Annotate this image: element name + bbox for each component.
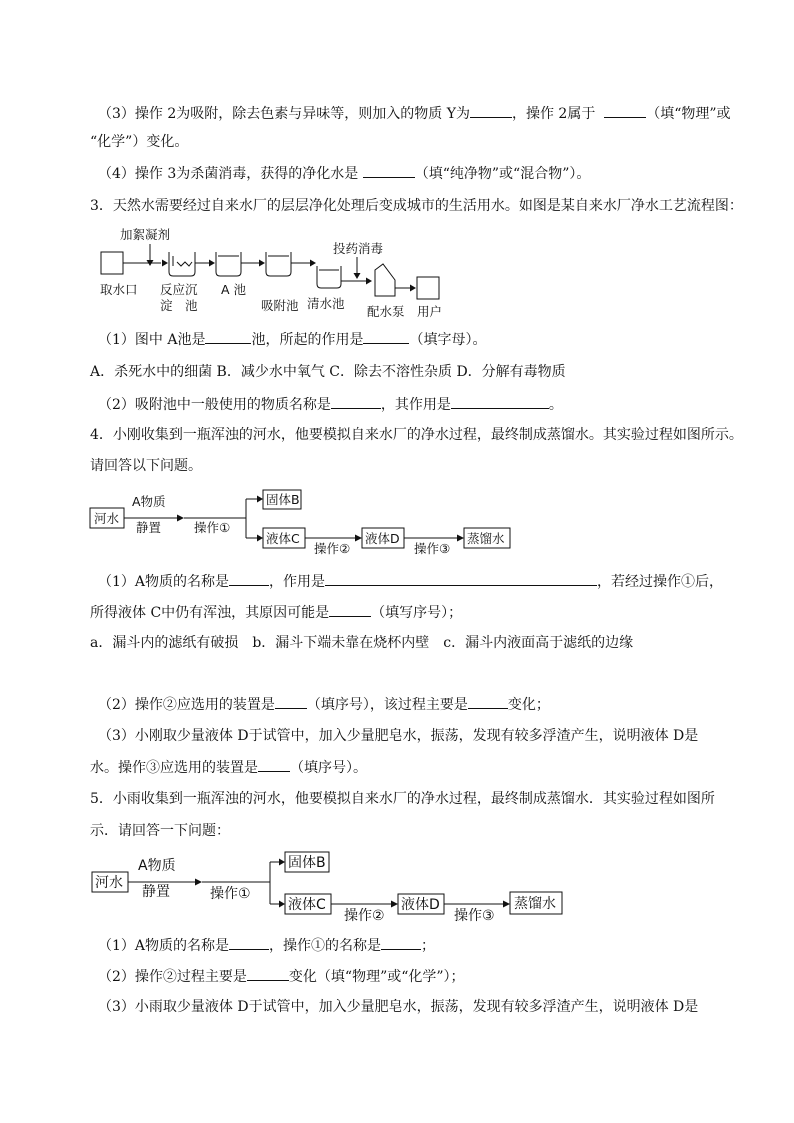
q5-purification-flowchart — [90, 848, 570, 930]
answer-blank[interactable] — [329, 602, 371, 617]
svg-text:操作①: 操作① — [210, 886, 251, 902]
answer-blank[interactable] — [229, 935, 269, 950]
svg-text:配水泵: 配水泵 — [367, 304, 405, 319]
q4-purification-flowchart — [88, 486, 518, 562]
user-box — [417, 277, 439, 299]
q5-part2: （2）操作②过程主要是 变化（填“物理”或“化学”）； — [98, 966, 465, 987]
svg-text:操作②: 操作② — [344, 908, 385, 924]
answer-blank[interactable] — [604, 103, 646, 118]
label-disinfect: 投药消毒 — [333, 241, 384, 256]
q4-part3-line2: 水。操作③应选用的装置是 （填序号）。 — [90, 757, 367, 778]
svg-text:固体B: 固体B — [288, 855, 326, 871]
svg-text:取水口: 取水口 — [100, 282, 138, 297]
svg-text:液体C: 液体C — [266, 531, 300, 546]
q2-part3-line2: “化学”）变化。 — [90, 134, 189, 150]
answer-blank[interactable] — [381, 935, 421, 950]
label-river: 河水 — [94, 511, 120, 526]
answer-blank[interactable] — [468, 694, 508, 709]
answer-blank[interactable] — [258, 757, 290, 772]
answer-blank[interactable] — [331, 394, 381, 409]
q3-part2: （2）吸附池中一般使用的物质名称是 ，其作用是 。 — [98, 394, 563, 415]
q3-water-plant-flowchart — [95, 222, 455, 326]
answer-blank[interactable] — [275, 694, 307, 709]
svg-text:蒸馏水: 蒸馏水 — [467, 531, 505, 546]
svg-text:操作①: 操作① — [194, 520, 231, 535]
svg-text:静置: 静置 — [136, 520, 162, 535]
q4-part2: （2）操作②应选用的装置是 （填序号），该过程主要是 变化； — [98, 694, 550, 715]
q4-part1-line1: （1）A物质的名称是 ，作用是 ，若经过操作①后， — [98, 571, 723, 592]
q4-part1-line2: 所得液体 C中仍有浑浊，其原因可能是 （填写序号）； — [90, 602, 462, 623]
clear-pool — [317, 266, 341, 288]
svg-text:操作③: 操作③ — [454, 908, 495, 924]
label-coagulant: 加絮凝剂 — [120, 227, 171, 242]
svg-text:吸附池: 吸附池 — [261, 298, 299, 313]
q5-part3: （3）小雨取少量液体 D于试管中，加入少量肥皂水，振荡，发现有较多浮渣产生，说明液体 D是 — [98, 999, 699, 1015]
answer-blank[interactable] — [470, 103, 512, 118]
answer-blank[interactable] — [325, 571, 597, 586]
q3-options: A．杀死水中的细菌 B．减少水中氧气 C．除去不溶性杂质 D．分解有毒物质 — [90, 364, 566, 380]
svg-text:反应沉: 反应沉 — [160, 282, 198, 297]
answer-blank[interactable] — [363, 329, 409, 344]
svg-text:液体D: 液体D — [365, 531, 400, 546]
svg-text:A物质: A物质 — [138, 858, 176, 874]
q5-stem-line2: 示．请回答一下问题： — [90, 823, 230, 839]
svg-text:液体D: 液体D — [401, 897, 440, 913]
q4-stem-line2: 请回答以下问题。 — [90, 458, 202, 474]
q4-options: a．漏斗内的滤纸有破损 b．漏斗下端未靠在烧杯内壁 c．漏斗内液面高于滤纸的边缘 — [90, 635, 634, 651]
q5-stem-line1: 5．小雨收集到一瓶浑浊的河水，他要模拟自来水厂的净水过程，最终制成蒸馏水．其实验过程如图所 — [90, 791, 715, 807]
svg-text:淀 池: 淀 池 — [160, 298, 198, 313]
svg-text:蒸馏水: 蒸馏水 — [514, 896, 556, 912]
q5-part1: （1）A物质的名称是 ，操作①的名称是 ； — [98, 935, 435, 956]
q4-stem-line1: 4．小刚收集到一瓶浑浊的河水，他要模拟自来水厂的净水过程，最终制成蒸馏水。其实验过程如图所示。 — [90, 427, 743, 443]
svg-text:清水池: 清水池 — [307, 296, 345, 311]
svg-text:A物质: A物质 — [132, 494, 166, 509]
answer-blank[interactable] — [451, 394, 549, 409]
svg-text:河水: 河水 — [95, 875, 123, 891]
answer-blank[interactable] — [229, 571, 269, 586]
pump-shape — [375, 264, 395, 296]
q4-part3-line1: （3）小刚取少量液体 D于试管中，加入少量肥皂水，振荡，发现有较多浮渣产生，说明液体 D是 — [98, 728, 699, 744]
answer-blank[interactable] — [205, 329, 251, 344]
q2-part3-line1: （3）操作 2为吸附，除去色素与异味等，则加入的物质 Y为 ，操作 2属于 （填“物理”或 — [98, 103, 731, 124]
svg-text:用户: 用户 — [417, 304, 443, 319]
svg-text:A 池: A 池 — [221, 282, 247, 297]
svg-text:固体B: 固体B — [266, 492, 300, 507]
svg-text:静置: 静置 — [142, 884, 170, 900]
svg-text:液体C: 液体C — [288, 897, 326, 913]
intake-box — [101, 252, 123, 274]
q2-part4: （4）操作 3为杀菌消毒，获得的净化水是 （填“纯净物”或“混合物”）。 — [98, 163, 590, 184]
q3-stem: 3．天然水需要经过自来水厂的层层净化处理后变成城市的生活用水。如图是某自来水厂净水工艺流程图： — [90, 198, 743, 214]
answer-blank[interactable] — [363, 163, 415, 178]
q3-part1: （1）图中 A池是 池，所起的作用是 （填字母）。 — [98, 329, 486, 350]
svg-text:操作③: 操作③ — [414, 541, 451, 556]
svg-text:操作②: 操作② — [314, 541, 351, 556]
answer-blank[interactable] — [247, 966, 289, 981]
